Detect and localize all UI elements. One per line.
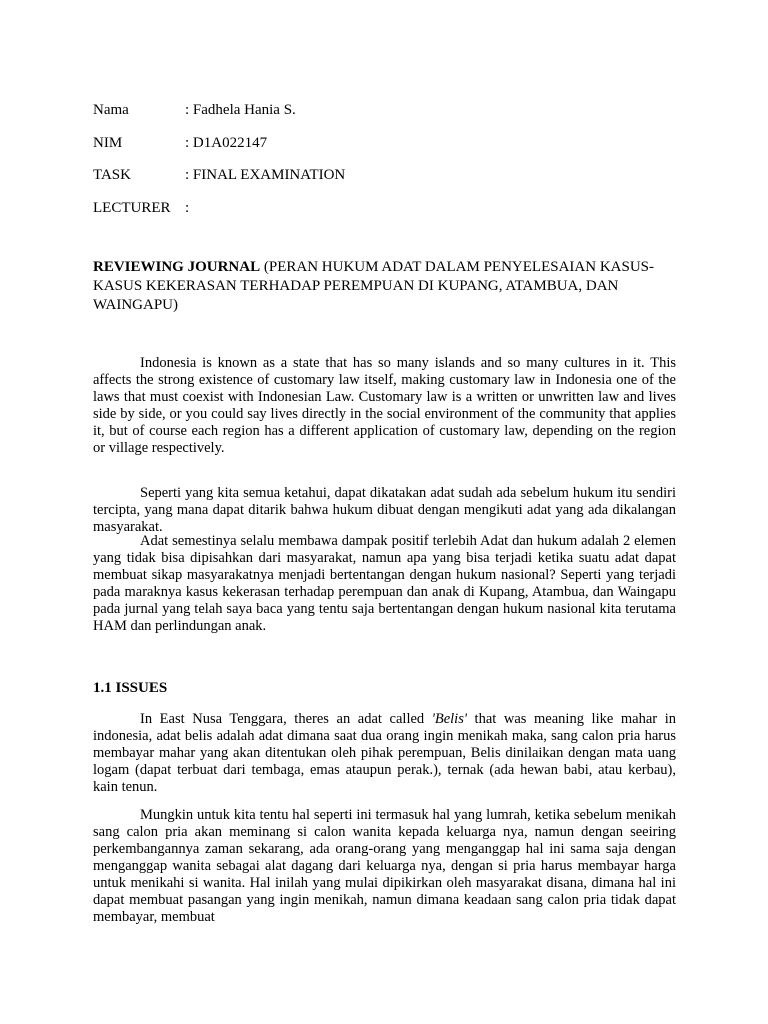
task-label: TASK: [93, 167, 131, 183]
section-heading-issues: 1.1 ISSUES: [93, 680, 168, 696]
belis-text-start: In East Nusa Tenggara, theres an adat called: [140, 711, 432, 727]
nim-label: NIM: [93, 134, 123, 151]
paragraph-adat-hukum: Seperti yang kita semua ketahui, dapat dikatakan adat sudah ada sebelum hukum itu sendiri tercipta, yang mana dapat ditarik bahwa hukum dibuat dengan mengikuti adat yang ada dikalangan masyarakat.: [93, 485, 676, 535]
lecturer-label: LECTURER: [93, 199, 171, 216]
journal-title: [93, 258, 676, 315]
nama-label: Nama: [93, 102, 129, 118]
intro-paragraph: Indonesia is known as a state that has so many islands and so many cultures in it. This affects the strong existence of customary law itself, making customary law in Indonesia one of the laws that must coexist with Indonesian Law. Customary law is a written or unwritten law and lives side by side, or you could say lives directly in the social environment of the community that applies it, but of course each region has a different application of customary law, depending on the region or village respectively.: [93, 355, 676, 456]
nim-value: : D1A022147: [185, 134, 268, 151]
task-value: : FINAL EXAMINATION: [185, 167, 346, 183]
journal-title-text: (PERAN HUKUM ADAT DALAM PENYELESAIAN KASUS-KASUS KEKERASAN TERHADAP PEREMPUAN DI KUPANG, ATAMBUA, DAN WAINGAPU): [93, 259, 655, 313]
issues-paragraph-belis: [93, 711, 676, 796]
belis-term: 'Belis': [431, 711, 467, 727]
paragraph-dampak-adat: Adat semestinya selalu membawa dampak positif terlebih Adat dan hukum adalah 2 elemen yang tidak bisa dipisahkan dari masyarakat, namun apa yang bisa terjadi ketika suatu adat dapat membuat sikap masyarakatnya menjadi bertentangan dengan hukum nasional? Seperti yang terjadi pada maraknya kasus kekerasan terhadap perempuan dan anak di Kupang, Atambua, dan Waingapu pada jurnal yang telah saya baca yang tentu saja bertentangan dengan hukum nasional kita terutama HAM dan perlindungan anak.: [93, 533, 676, 634]
lecturer-value: :: [185, 199, 190, 216]
issues-paragraph-lumrah: Mungkin untuk kita tentu hal seperti ini termasuk hal yang lumrah, ketika sebelum menikah sang calon pria akan meminang si calon wanita kepada keluarga nya, namun dengan seeiring perkembangannya zaman sekarang, ada orang-orang yang menganggap hal ini sama saja dengan menganggap wanita sebagai alat dagang dari keluarga nya, dengan si pria harus membayar harga untuk menikahi si wanita. Hal inilah yang mulai dipikirkan oleh masyarakat disana, dimana hal ini dapat membuat pasangan yang ingin menikah, namun dimana keadaan sang calon pria tidak dapat membayar, membuat: [93, 807, 676, 925]
nama-value: : Fadhela Hania S.: [185, 102, 296, 118]
journal-title-lead: REVIEWING JOURNAL: [93, 259, 261, 275]
belis-text-end: that was meaning like mahar in indonesia, adat belis adalah adat dimana saat dua orang ingin menikah maka, sang calon pria harus membayar mahar yang akan ditentukan oleh pihak perempuan, Belis dinilaikan dengan mata uang logam (dapat terbuat dari tembaga, emas ataupun perak.), ternak (ada hewan babi, atau kerbau), kain tenun.: [93, 711, 676, 795]
